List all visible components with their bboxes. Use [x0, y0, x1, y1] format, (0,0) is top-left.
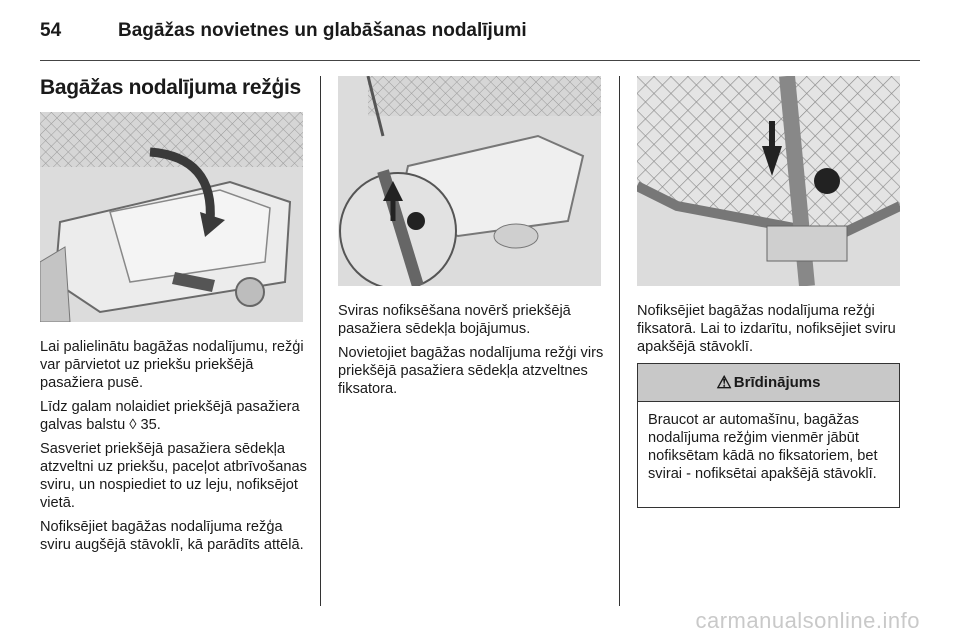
illustration-seat-folding	[40, 112, 303, 322]
column-1-text	[40, 338, 308, 560]
warning-text: Braucot ar automašīnu, bagāžas nodalījuma režģim vienmēr jābūt nofiksētam kādā no fiksatoriem, bet svirai - nofiksētai apakšējā stāvoklī.	[648, 412, 878, 482]
header-divider	[40, 60, 920, 61]
column-3-text	[637, 302, 905, 362]
illustration-grid-locked	[637, 76, 900, 286]
warning-triangle-icon: ⚠	[716, 372, 732, 392]
page-number: 54	[40, 20, 62, 41]
column-divider-2	[619, 76, 620, 606]
paragraph: Sasveriet priekšējā pasažiera sēdekļa atzveltni uz priekšu, paceļot atbrīvošanas sviru, un nospiediet to uz leju, nofiksējot vietā.	[40, 441, 307, 511]
warning-box	[637, 363, 900, 508]
paragraph: Lai palielinātu bagāžas nodalījumu, režģi var pārvietot uz priekšu priekšējā pasažiera pusē.	[40, 339, 304, 391]
watermark: carmanualsonline.info	[695, 608, 920, 633]
illustration-grid-lever-up	[338, 76, 601, 286]
paragraph: Nofiksējiet bagāžas nodalījuma režģi fiksatorā. Lai to izdarītu, nofiksējiet sviru apakšējā stāvoklī.	[637, 303, 896, 355]
paragraph: Novietojiet bagāžas nodalījuma režģi virs priekšējā pasažiera sēdekļa atzveltnes fiksatora.	[338, 345, 604, 397]
warning-header	[638, 364, 899, 402]
column-divider-1	[320, 76, 321, 606]
paragraph: Sviras nofiksēšana novērš priekšējā pasažiera sēdekļa bojājumus.	[338, 303, 571, 337]
column-2-text	[338, 302, 606, 404]
page-header	[40, 20, 920, 50]
chapter-title: Bagāžas novietnes un glabāšanas nodalījumi	[118, 20, 527, 41]
section-title: Bagāžas nodalījuma režģis	[40, 76, 301, 99]
warning-title: Brīdinājums	[733, 374, 821, 391]
paragraph: Līdz galam nolaidiet priekšējā pasažiera galvas balstu ◊ 35.	[40, 399, 300, 433]
paragraph: Nofiksējiet bagāžas nodalījuma režģa sviru augšējā stāvoklī, kā parādīts attēlā.	[40, 519, 304, 553]
